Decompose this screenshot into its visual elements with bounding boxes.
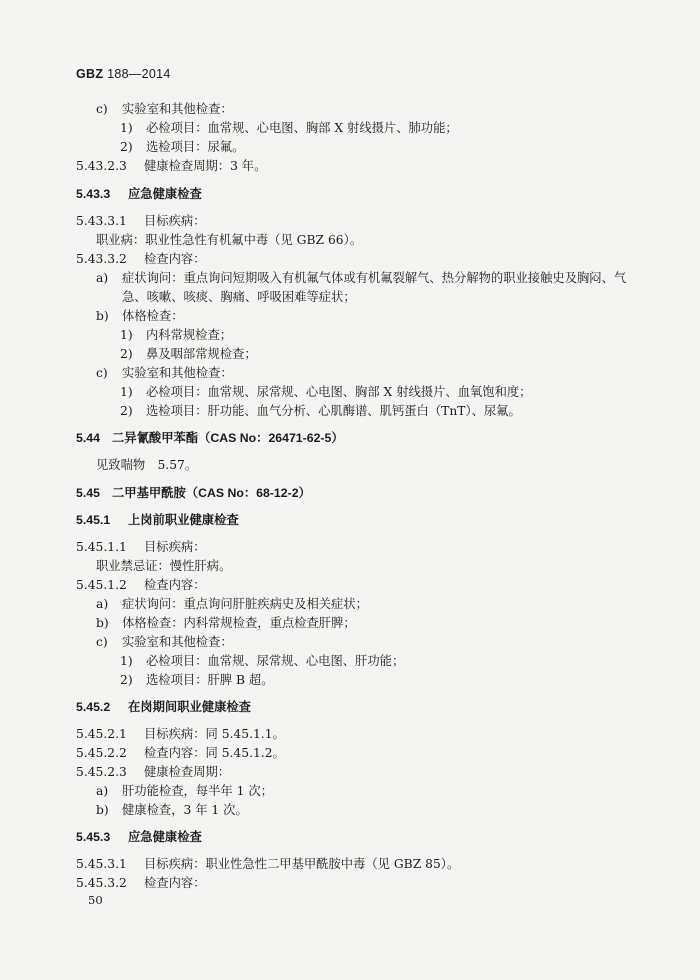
list-item: 1) 内科常规检查； bbox=[120, 328, 233, 342]
list-item: 2) 选检项目：尿氟。 bbox=[120, 140, 245, 154]
section-heading: 5.45.3 应急健康检查 bbox=[76, 830, 202, 844]
list-item: 2) 选检项目：肝功能、血气分析、心肌酶谱、肌钙蛋白（TnT）、尿氟。 bbox=[120, 404, 521, 418]
section-heading: 5.45 二甲基甲酰胺（CAS No：68-12-2） bbox=[76, 486, 311, 500]
list-item: a) 症状询问：重点询问肝脏疾病史及相关症状； bbox=[96, 597, 368, 611]
clause: 5.45.2.1 目标疾病：同 5.45.1.1。 bbox=[76, 727, 285, 741]
list-item: a) 肝功能检查，每半年 1 次； bbox=[96, 784, 273, 798]
section-heading: 5.44 二异氰酸甲苯酯（CAS No：26471-62-5） bbox=[76, 431, 344, 445]
list-item: 2) 选检项目：肝脾 B 超。 bbox=[120, 673, 274, 687]
list-item: 1) 必检项目：血常规、心电图、胸部 X 射线摄片、肺功能； bbox=[120, 121, 458, 135]
paragraph: 职业禁忌证：慢性肝病。 bbox=[96, 559, 232, 573]
list-item: c) 实验室和其他检查： bbox=[96, 102, 233, 116]
header-number: 188—2014 bbox=[107, 67, 171, 81]
list-item: c) 实验室和其他检查： bbox=[96, 366, 233, 380]
list-item: b) 体格检查： bbox=[96, 309, 184, 323]
paragraph: 见致喘物 5.57。 bbox=[96, 458, 198, 472]
clause: 5.45.1.1 目标疾病： bbox=[76, 540, 206, 554]
header-code: GBZ bbox=[76, 67, 104, 81]
clause: 5.45.3.1 目标疾病：职业性急性二甲基甲酰胺中毒（见 GBZ 85）。 bbox=[76, 857, 460, 871]
page-number: 50 bbox=[88, 893, 103, 907]
list-item: 1) 必检项目：血常规、尿常规、心电图、肝功能； bbox=[120, 654, 405, 668]
clause: 5.45.2.3 健康检查周期： bbox=[76, 765, 231, 779]
list-item: 2) 鼻及咽部常规检查； bbox=[120, 347, 257, 361]
clause: 5.45.2.2 检查内容：同 5.45.1.2。 bbox=[76, 746, 285, 760]
clause: 5.45.1.2 检查内容： bbox=[76, 578, 206, 592]
clause: 5.43.3.1 目标疾病： bbox=[76, 214, 206, 228]
clause: 5.43.3.2 检查内容： bbox=[76, 252, 206, 266]
clause: 5.45.3.2 检查内容： bbox=[76, 876, 206, 890]
list-item: b) 体格检查：内科常规检查，重点检查肝脾； bbox=[96, 616, 356, 630]
section-heading: 5.43.3 应急健康检查 bbox=[76, 187, 202, 201]
list-item: c) 实验室和其他检查： bbox=[96, 635, 233, 649]
list-item: a) 症状询问：重点询问短期吸入有机氟气体或有机氟裂解气、热分解物的职业接触史及胸闷、气 bbox=[96, 271, 627, 285]
list-item-continuation: 急、咳嗽、咳痰、胸痛、呼吸困难等症状； bbox=[122, 290, 356, 304]
paragraph: 职业病：职业性急性有机氟中毒（见 GBZ 66）。 bbox=[96, 233, 363, 247]
clause: 5.43.2.3 健康检查周期：3 年。 bbox=[76, 159, 267, 173]
section-heading: 5.45.1 上岗前职业健康检查 bbox=[76, 513, 239, 527]
list-item: 1) 必检项目：血常规、尿常规、心电图、胸部 X 射线摄片、血氧饱和度； bbox=[120, 385, 532, 399]
list-item: b) 健康检查，3 年 1 次。 bbox=[96, 803, 248, 817]
standard-header bbox=[76, 67, 171, 81]
section-heading: 5.45.2 在岗期间职业健康检查 bbox=[76, 700, 251, 714]
